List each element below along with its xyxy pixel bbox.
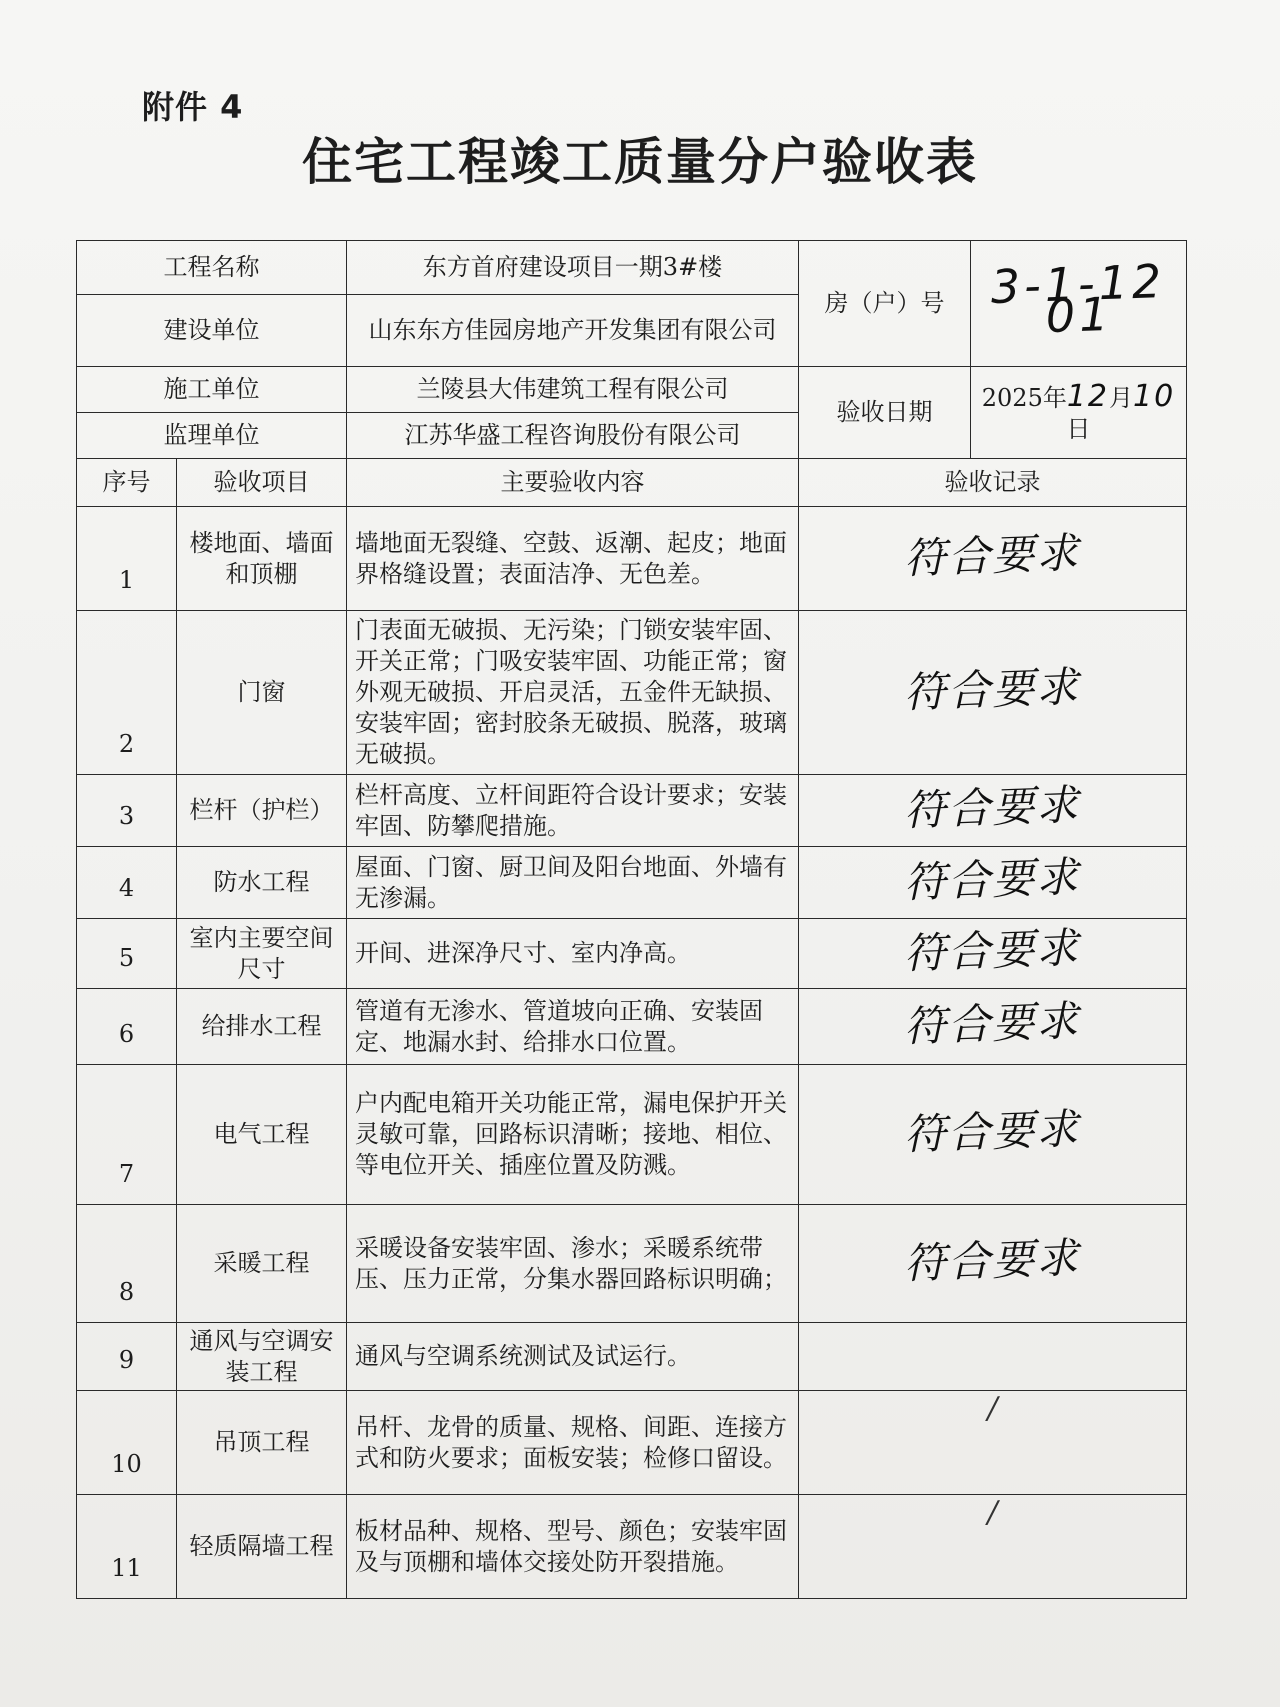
row-item: 楼地面、墙面和顶棚 <box>177 507 347 611</box>
row-content: 屋面、门窗、厨卫间及阳台地面、外墙有无渗漏。 <box>347 847 799 919</box>
table-row <box>77 611 1187 775</box>
row-record <box>799 1205 1187 1323</box>
row-seq: 9 <box>77 1323 177 1391</box>
row-item: 通风与空调安装工程 <box>177 1323 347 1391</box>
row-content: 门表面无破损、无污染；门锁安装牢固、开关正常；门吸安装牢固、功能正常；窗外观无破损、开启灵活，五金件无缺损、 安装牢固；密封胶条无破损、脱落，玻璃无破损。 <box>347 611 799 775</box>
house-no-value <box>971 241 1187 367</box>
row-record <box>799 919 1187 989</box>
contractor-value: 兰陵县大伟建筑工程有限公司 <box>347 367 799 413</box>
record-handwriting: 符合要求 <box>903 922 1082 978</box>
date-month-handwriting: 12 <box>1066 378 1110 414</box>
builder-label: 建设单位 <box>77 295 347 367</box>
table-row <box>77 1205 1187 1323</box>
acceptance-form-table <box>76 240 1187 1599</box>
row-record <box>799 1323 1187 1391</box>
contractor-label: 施工单位 <box>77 367 347 413</box>
table-row <box>77 989 1187 1065</box>
column-header-content: 主要验收内容 <box>347 459 799 507</box>
row-record <box>799 989 1187 1065</box>
row-seq: 11 <box>77 1495 177 1599</box>
row-seq: 1 <box>77 507 177 611</box>
record-handwriting: 符合要求 <box>903 851 1082 907</box>
record-handwriting: 符合要求 <box>903 995 1082 1051</box>
house-no-handwriting: 3-1-1201 <box>989 253 1166 343</box>
row-item: 采暖工程 <box>177 1205 347 1323</box>
date-value <box>971 367 1187 459</box>
row-item: 栏杆（护栏） <box>177 775 347 847</box>
row-content: 板材品种、规格、型号、颜色；安装牢固及与顶棚和墙体交接处防开裂措施。 <box>347 1495 799 1599</box>
row-content: 采暖设备安装牢固、渗水；采暖系统带压、压力正常，分集水器回路标识明确； <box>347 1205 799 1323</box>
row-seq: 10 <box>77 1391 177 1495</box>
column-header-record: 验收记录 <box>799 459 1187 507</box>
row-record <box>799 847 1187 919</box>
table-row <box>77 847 1187 919</box>
record-slash-mark: / <box>987 1391 998 1426</box>
row-content: 墙地面无裂缝、空鼓、返潮、起皮；地面界格缝设置；表面洁净、无色差。 <box>347 507 799 611</box>
row-seq: 7 <box>77 1065 177 1205</box>
column-header-item: 验收项目 <box>177 459 347 507</box>
table-row <box>77 1323 1187 1391</box>
attachment-label: 附件 4 <box>142 88 244 126</box>
table-row <box>77 1065 1187 1205</box>
row-content: 管道有无渗水、管道坡向正确、安装固定、地漏水封、给排水口位置。 <box>347 989 799 1065</box>
row-item: 门窗 <box>177 611 347 775</box>
table-row <box>77 507 1187 611</box>
column-header-seq: 序号 <box>77 459 177 507</box>
row-content: 通风与空调系统测试及试运行。 <box>347 1323 799 1391</box>
supervisor-label: 监理单位 <box>77 413 347 459</box>
project-name-label: 工程名称 <box>77 241 347 295</box>
row-item: 给排水工程 <box>177 989 347 1065</box>
row-item: 电气工程 <box>177 1065 347 1205</box>
row-record <box>799 1065 1187 1205</box>
row-record <box>799 775 1187 847</box>
row-item: 防水工程 <box>177 847 347 919</box>
date-month-unit: 月 <box>1109 383 1134 412</box>
row-seq: 3 <box>77 775 177 847</box>
row-item: 轻质隔墙工程 <box>177 1495 347 1599</box>
table-row <box>77 1391 1187 1495</box>
row-seq: 8 <box>77 1205 177 1323</box>
row-record <box>799 507 1187 611</box>
row-content: 吊杆、龙骨的质量、规格、间距、连接方式和防火要求；面板安装；检修口留设。 <box>347 1391 799 1495</box>
builder-value: 山东东方佳园房地产开发集团有限公司 <box>347 295 799 367</box>
house-no-label: 房（户）号 <box>799 241 971 367</box>
row-content: 户内配电箱开关功能正常，漏电保护开关灵敏可靠，回路标识清晰；接地、相位、等电位开关、插座位置及防溅。 <box>347 1065 799 1205</box>
record-handwriting: 符合要求 <box>903 527 1082 583</box>
row-item: 室内主要空间尺寸 <box>177 919 347 989</box>
record-handwriting: 符合要求 <box>903 661 1082 717</box>
row-record <box>799 611 1187 775</box>
row-seq: 6 <box>77 989 177 1065</box>
row-record <box>799 1391 1187 1495</box>
date-day-handwriting: 10 <box>1133 378 1176 414</box>
record-handwriting: 符合要求 <box>903 1232 1082 1288</box>
record-slash-mark: / <box>987 1495 998 1530</box>
record-handwriting: 符合要求 <box>903 1103 1082 1159</box>
date-year: 2025年 <box>981 383 1067 412</box>
supervisor-value: 江苏华盛工程咨询股份有限公司 <box>347 413 799 459</box>
row-content: 开间、进深净尺寸、室内净高。 <box>347 919 799 989</box>
page-title: 住宅工程竣工质量分户验收表 <box>302 133 978 191</box>
row-seq: 5 <box>77 919 177 989</box>
table-row <box>77 1495 1187 1599</box>
row-item: 吊顶工程 <box>177 1391 347 1495</box>
row-record <box>799 1495 1187 1599</box>
row-seq: 2 <box>77 611 177 775</box>
project-name-value: 东方首府建设项目一期3#楼 <box>347 241 799 295</box>
record-handwriting: 符合要求 <box>903 779 1082 835</box>
table-row <box>77 775 1187 847</box>
table-row <box>77 919 1187 989</box>
row-seq: 4 <box>77 847 177 919</box>
date-day-unit: 日 <box>1066 414 1091 443</box>
date-label: 验收日期 <box>799 367 971 459</box>
row-content: 栏杆高度、立杆间距符合设计要求；安装牢固、防攀爬措施。 <box>347 775 799 847</box>
